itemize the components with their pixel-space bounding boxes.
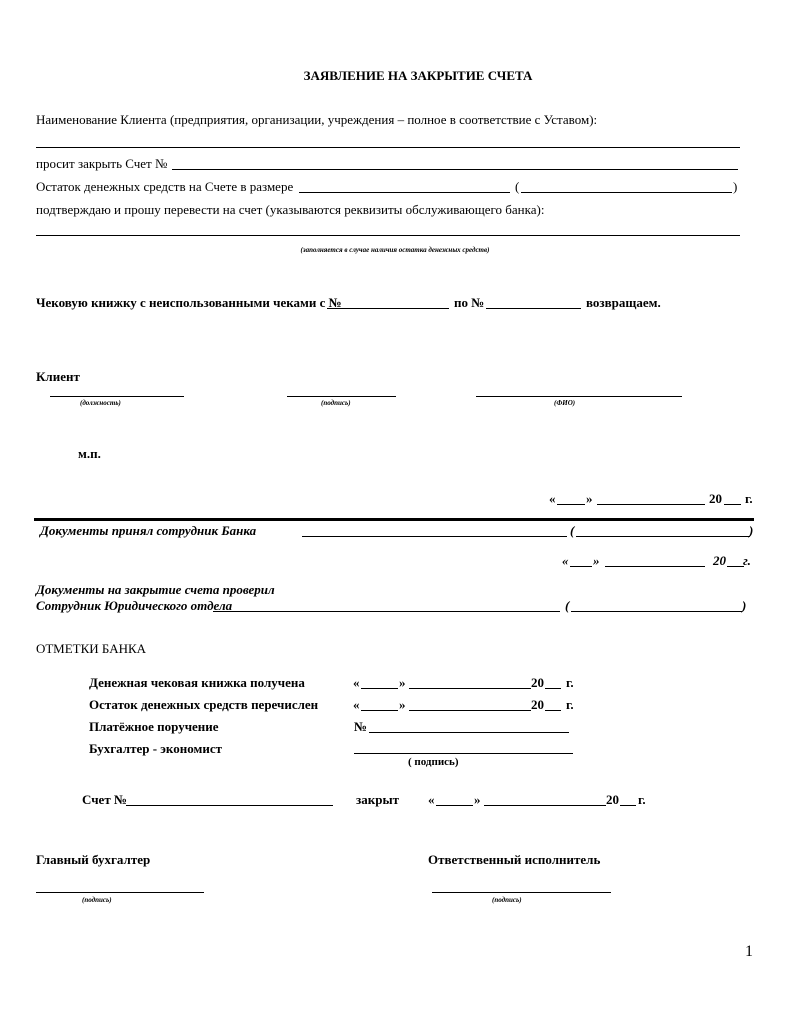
client-label: Клиент: [36, 369, 80, 384]
bm-date2-year-field[interactable]: [545, 710, 561, 711]
bank-accepted-name-field[interactable]: [576, 536, 750, 537]
responsible-caption: (подпись): [492, 896, 522, 904]
bank-accepted-signature-field[interactable]: [302, 536, 567, 537]
date2-month-field[interactable]: [605, 566, 705, 567]
accountant-signature-field[interactable]: [354, 753, 573, 754]
bm-date2-year-suffix: г.: [566, 697, 574, 712]
signature-caption: (подпись): [321, 399, 351, 407]
client-position-field[interactable]: [50, 396, 184, 397]
bm-date2-open-quote: «: [353, 697, 360, 712]
request-close-label: просит закрыть Счет №: [36, 156, 168, 171]
fio-caption: (ФИО): [554, 399, 576, 407]
checkbook-to-field[interactable]: [486, 308, 581, 309]
date2-year-field[interactable]: [727, 566, 744, 567]
bm-date1-year-suffix: г.: [566, 675, 574, 690]
page-number: 1: [745, 943, 753, 960]
date1-year-field[interactable]: [724, 504, 741, 505]
responsible-label: Ответственный исполнитель: [428, 852, 601, 867]
bm-date1-day-field[interactable]: [361, 688, 398, 689]
date1-open-quote: «: [549, 491, 556, 506]
stamp-label: м.п.: [78, 446, 101, 461]
payment-order-number-field[interactable]: [369, 732, 569, 733]
chief-accountant-caption: (подпись): [82, 896, 112, 904]
balance-words-close-paren: ): [733, 179, 738, 194]
date2-open-quote: «: [562, 553, 569, 568]
closed-date-day-field[interactable]: [436, 805, 473, 806]
checkbook-received-label: Денежная чековая книжка получена: [89, 675, 305, 690]
responsible-signature-field[interactable]: [432, 892, 611, 893]
closed-date-year-prefix: 20: [606, 792, 619, 807]
checkbook-prefix: Чековую книжку с неиспользованными чеками с №: [36, 295, 342, 310]
bm-date2-month-field[interactable]: [409, 710, 531, 711]
closed-date-month-field[interactable]: [484, 805, 606, 806]
legal-checked-line1: Документы на закрытие счета проверил: [36, 582, 275, 597]
checkbook-suffix: возвращаем.: [586, 295, 661, 310]
closed-date-year-suffix: г.: [638, 792, 646, 807]
bank-details-field[interactable]: [36, 235, 740, 236]
date2-year-prefix: 20: [713, 553, 726, 568]
legal-signature-field[interactable]: [213, 611, 560, 612]
date2-close-quote: »: [593, 553, 600, 568]
balance-label: Остаток денежных средств на Счете в размере: [36, 179, 294, 194]
client-name-label: Наименование Клиента (предприятия, организации, учреждения – полное в соответствие с Уставом):: [36, 112, 598, 127]
date1-close-quote: »: [586, 491, 593, 506]
position-caption: (должность): [80, 399, 121, 407]
date2-year-suffix: г.: [743, 553, 751, 568]
bm-date2-year-prefix: 20: [531, 697, 544, 712]
account-number-field[interactable]: [172, 169, 738, 170]
chief-accountant-label: Главный бухгалтер: [36, 852, 151, 867]
bm-date2-day-field[interactable]: [361, 710, 398, 711]
balance-transferred-label: Остаток денежных средств перечислен: [89, 697, 319, 712]
payment-order-number-sign: №: [354, 719, 368, 734]
legal-checked-line2: Сотрудник Юридического отдела: [36, 598, 233, 613]
closed-date-close-quote: »: [474, 792, 481, 807]
chief-accountant-signature-field[interactable]: [36, 892, 204, 893]
bm-date1-open-quote: «: [353, 675, 360, 690]
balance-amount-field[interactable]: [299, 192, 510, 193]
legal-close-paren: ): [742, 598, 747, 613]
section-divider: [34, 518, 754, 521]
accountant-label: Бухгалтер - экономист: [89, 741, 222, 756]
checkbook-middle: по №: [454, 295, 485, 310]
bm-date2-close-quote: »: [399, 697, 406, 712]
account-closed-label: закрыт: [356, 792, 399, 807]
client-fio-field[interactable]: [476, 396, 682, 397]
fill-note: (заполняется в случае наличия остатка денежных средств): [300, 246, 490, 254]
bm-date1-year-field[interactable]: [545, 688, 561, 689]
date1-month-field[interactable]: [597, 504, 705, 505]
date1-year-prefix: 20: [709, 491, 722, 506]
page-title: ЗАЯВЛЕНИЕ НА ЗАКРЫТИЕ СЧЕТА: [303, 68, 533, 83]
bm-date1-close-quote: »: [399, 675, 406, 690]
legal-open-paren: (: [565, 598, 570, 613]
payment-order-label: Платёжное поручение: [89, 719, 219, 734]
accountant-signature-caption: ( подпись): [408, 756, 459, 768]
client-signature-field[interactable]: [287, 396, 396, 397]
legal-name-field[interactable]: [571, 611, 742, 612]
date1-day-field[interactable]: [557, 504, 585, 505]
client-name-field[interactable]: [36, 147, 740, 148]
bank-marks-title: ОТМЕТКИ БАНКА: [36, 641, 147, 656]
date2-day-field[interactable]: [570, 566, 592, 567]
balance-words-open-paren: (: [515, 179, 520, 194]
account-closed-prefix: Счет №: [82, 792, 128, 807]
bm-date1-month-field[interactable]: [409, 688, 531, 689]
bank-accepted-label: Документы принял сотрудник Банка: [40, 523, 257, 538]
date1-year-suffix: г.: [745, 491, 753, 506]
balance-words-field[interactable]: [521, 192, 732, 193]
bank-accepted-close-paren: ): [749, 523, 754, 538]
closed-date-year-field[interactable]: [620, 805, 636, 806]
bank-accepted-open-paren: (: [570, 523, 575, 538]
confirm-transfer-label: подтверждаю и прошу перевести на счет (указываются реквизиты обслуживающего банка):: [36, 202, 545, 217]
checkbook-from-field[interactable]: [327, 308, 449, 309]
bm-date1-year-prefix: 20: [531, 675, 544, 690]
closed-date-open-quote: «: [428, 792, 435, 807]
closed-account-number-field[interactable]: [126, 805, 333, 806]
